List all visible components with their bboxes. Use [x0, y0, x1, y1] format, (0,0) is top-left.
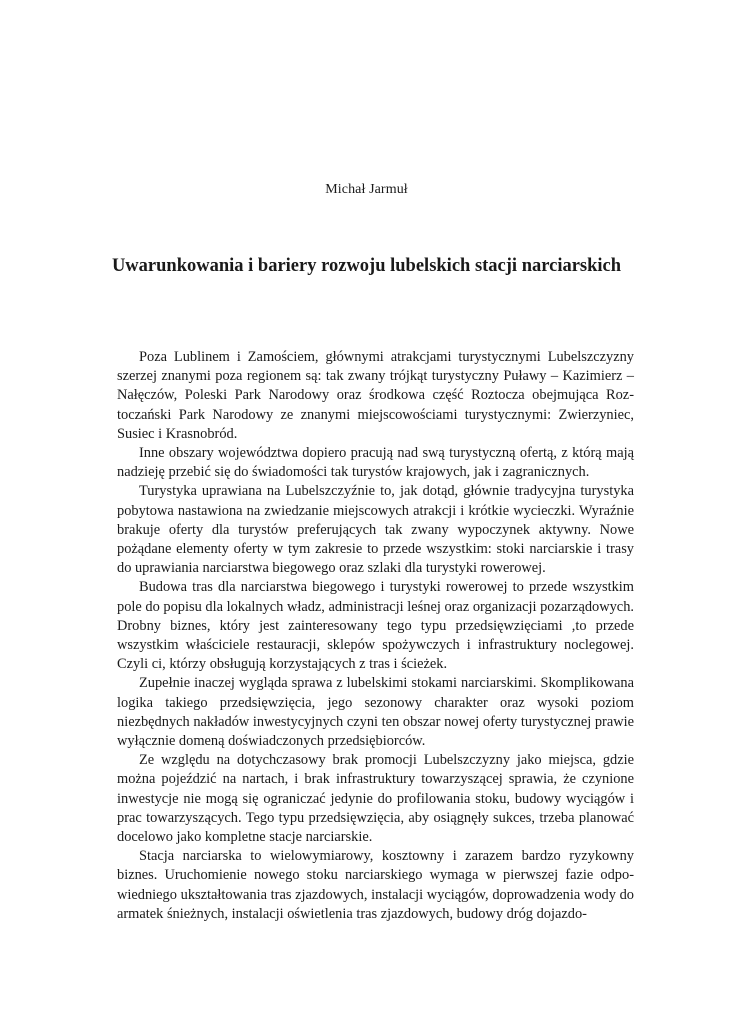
paragraph: Ze względu na dotychczasowy brak promocji Lubelszczyzny jako miejsca, gdzie można pojeździć na nartach, i brak infrastruktury towarzyszącej sprawia, że czynione inwestycje nie mogą się ograniczać jedynie do profilowania stoku, budowy wyciągów i prac towarzyszących. Tego typu przedsięwzięcia, aby osiągnęły sukces, trzeba planować docelowo jako kompletne stacje narciarskie. [117, 752, 634, 846]
paragraph: Budowa tras dla narciarstwa biegowego i turystyki rowerowej to przede wszystkim pole do popisu dla lokalnych władz, administracji leśnej oraz organizacji pozarządowych. Drobny biznes, który jest zainteresowany tego typu przedsięwzięciami ,to przede wszystkim właściciele restauracji, sklepów spożywczych i infrastruktury noclegowej. Czyli ci, którzy obsługują korzystających z tras i ścieżek. [117, 579, 634, 673]
paragraph: Inne obszary województwa dopiero pracują nad swą turystyczną ofertą, z którą mają nadzieję przebić się do świadomości tak turystów krajowych, jak i zagranicznych. [117, 445, 634, 481]
article-title: Uwarunkowania i bariery rozwoju lubelskich stacji narciarskich [111, 256, 622, 276]
paragraph: Stacja narciarska to wielowymiarowy, kosztowny i zarazem bardzo ryzykowny biznes. Uruchomienie nowego stoku narciarskiego wymaga w pierwszej fazie odpowiedniego ukształtowania tras zjazdowych, instalacji wyciągów, doprowadzenia wody do armatek śnieżnych, instalacji oświetlenia tras zjazdowych, budowy dróg dojazdo- [117, 848, 634, 922]
paragraph: Turystyka uprawiana na Lubelszczyźnie to, jak dotąd, głównie tradycyjna turystyka pobytowa nastawiona na zwiedzanie miejscowych atrakcji i krótkie wycieczki. Wyraźnie brakuje oferty dla turystów preferujących tak zwany wypoczynek aktywny. Nowe pożądane elementy oferty w tym zakresie to przede wszystkim: stoki narciarskie i trasy do uprawiania narciarstwa biegowego oraz szlaki dla turystyki rowerowej. [117, 483, 634, 577]
author-name: Michał Jarmuł [325, 182, 408, 197]
article-body [117, 348, 634, 924]
paragraph: Poza Lublinem i Zamościem, głównymi atrakcjami turystycznymi Lubelszczyzny szerzej znanymi poza regionem są: tak zwany trójkąt turystyczny Puławy – Kazimierz – Nałęczów, Poleski Park Narodowy oraz środkowa część Roztocza obejmująca Roztoczański Park Narodowy ze znanymi miejscowościami turystycznymi: Zwierzyniec, Susiec i Krasnobród. [117, 349, 634, 442]
paragraph: Zupełnie inaczej wygląda sprawa z lubelskimi stokami narciarskimi. Skomplikowana logika takiego przedsięwzięcia, jego sezonowy charakter oraz wysoki poziom niezbędnych nakładów inwestycyjnych czyni ten obszar nowej oferty turystycznej prawie wyłącznie domeną doświadczonych przedsiębiorców. [117, 675, 634, 750]
